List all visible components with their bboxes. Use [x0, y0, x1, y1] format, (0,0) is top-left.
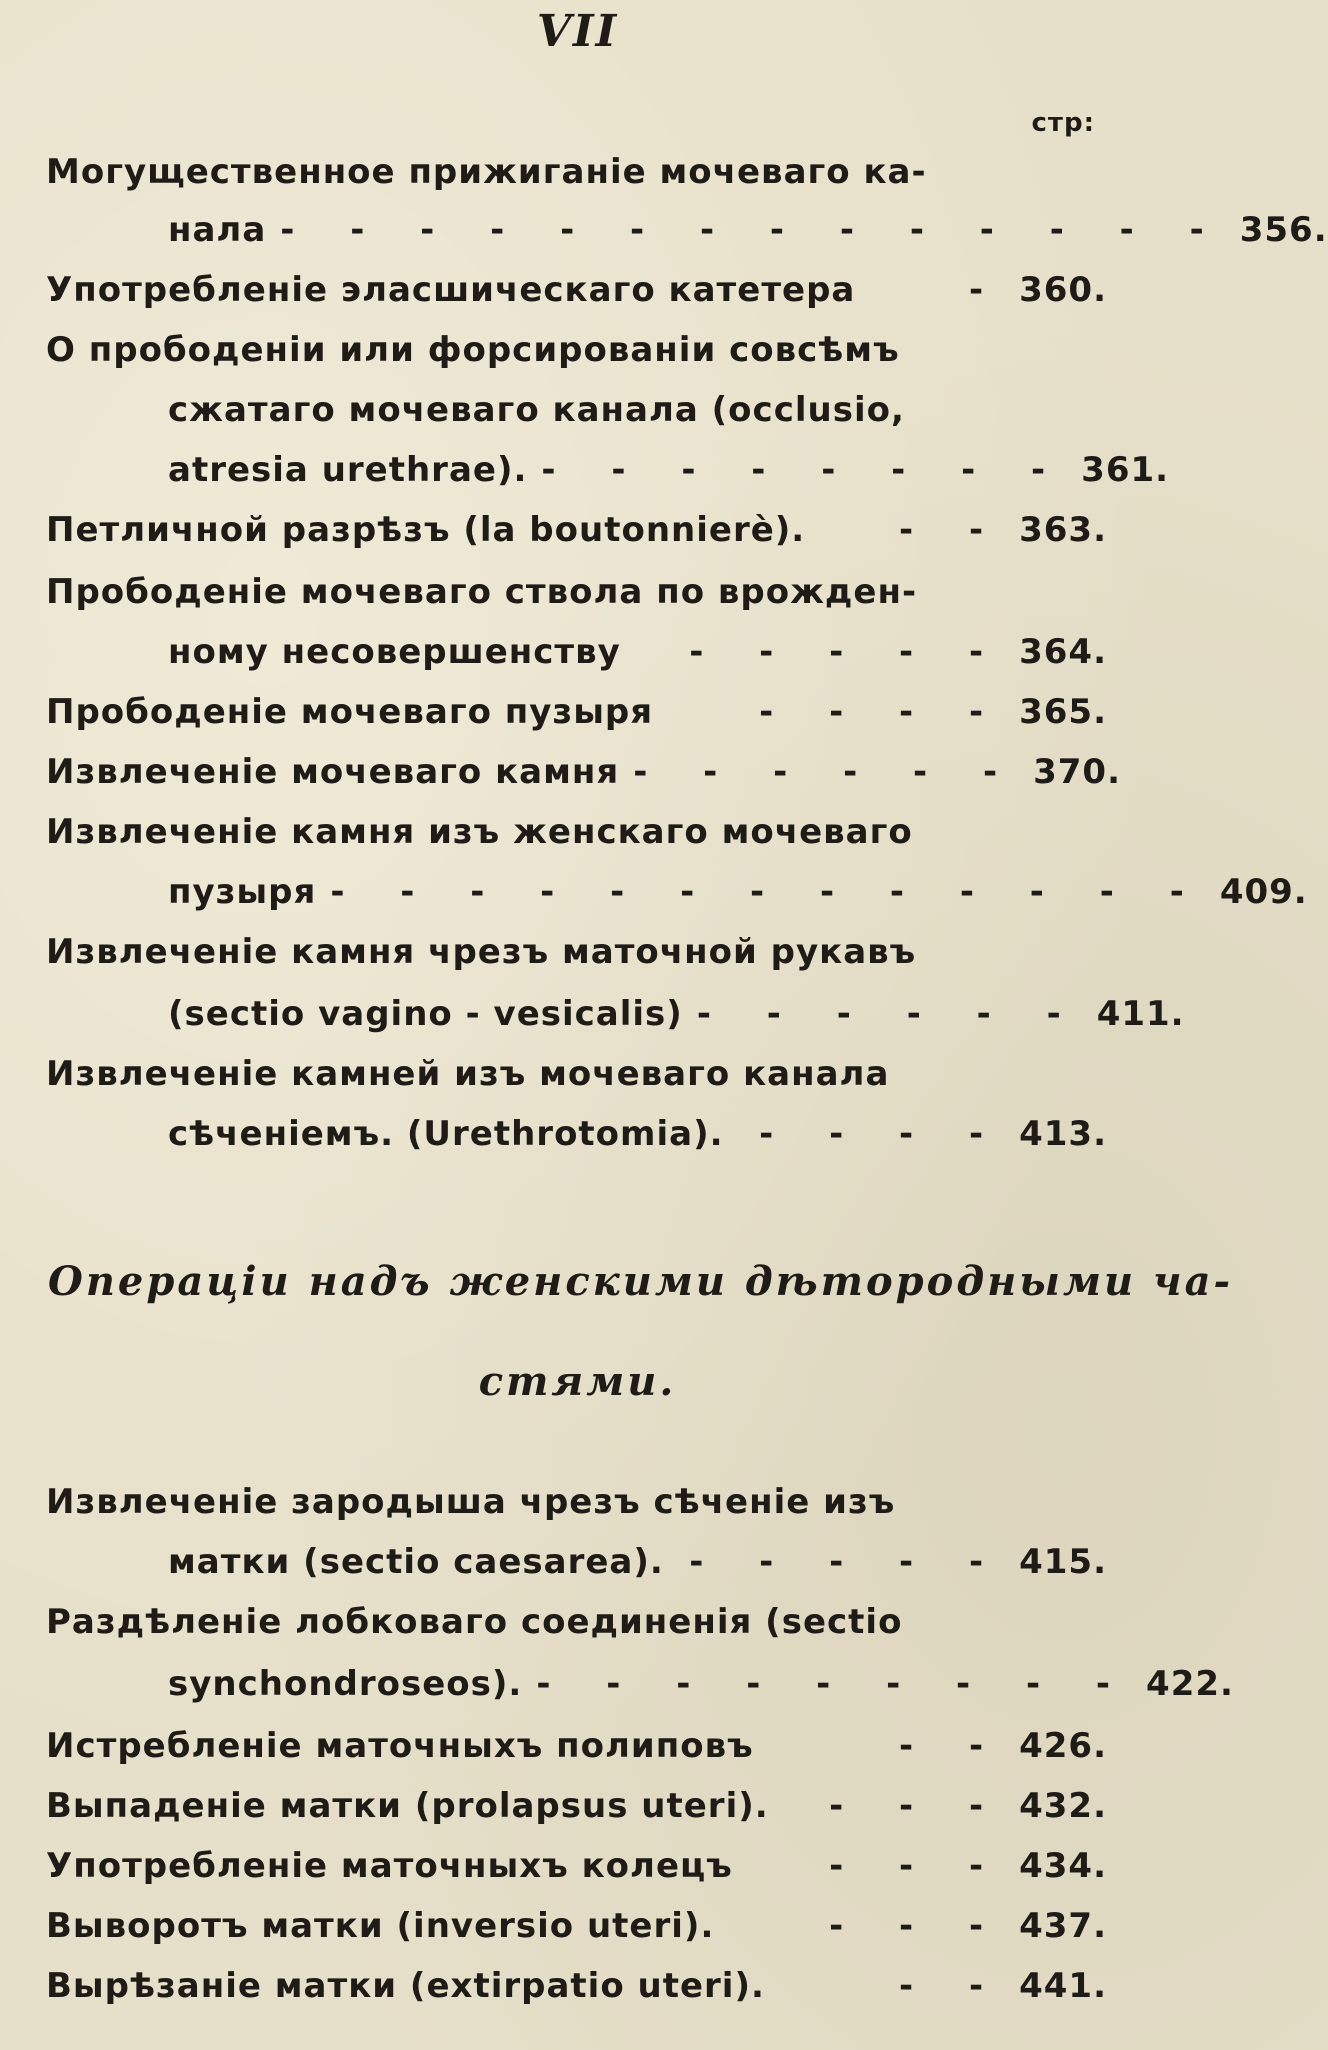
toc-entry-line: О прободеніи или форсированіи совсѣмъ	[46, 330, 900, 370]
toc-entry-text: пузыря	[168, 872, 317, 912]
toc-page-ref: 415.	[1019, 1542, 1107, 1582]
toc-entry-line: Могущественное прижиганіе мочеваго ка-	[46, 152, 927, 192]
dot-leader: - - -	[829, 1906, 1006, 1946]
dot-leader: - - - -	[759, 692, 1006, 732]
toc-entry-line	[46, 692, 1107, 732]
dot-leader: - - - - - - - - - - - - - -	[280, 210, 1226, 250]
toc-entry-text: Выпаденіе матки (prolapsus uteri).	[46, 1786, 769, 1826]
toc-entry-line	[46, 1966, 1107, 2006]
toc-page-ref: 365.	[1019, 692, 1107, 732]
toc-entry-line	[46, 270, 1107, 310]
toc-entry-text: Истребленіе маточныхъ полиповъ	[46, 1726, 754, 1766]
toc-page-ref: 356.	[1239, 210, 1328, 250]
toc-entry-text: нала	[168, 210, 267, 250]
toc-entry-line: сжатаго мочеваго канала (occlusio,	[168, 390, 905, 430]
toc-page-ref: 432.	[1019, 1786, 1107, 1826]
toc-entry-line	[46, 752, 1121, 792]
dot-leader: - -	[899, 510, 1006, 550]
toc-page-ref: 437.	[1019, 1906, 1107, 1946]
toc-entry-line	[168, 1664, 1234, 1704]
toc-entry-text: сѣченіемъ. (Urethrotomia).	[168, 1114, 724, 1154]
toc-page-ref: 370.	[1033, 752, 1121, 792]
toc-entry-text: Петличной разрѣзъ (la boutonnierè).	[46, 510, 806, 550]
toc-page-ref: 441.	[1019, 1966, 1107, 2006]
toc-entry-line	[46, 1786, 1107, 1826]
dot-leader: - - - - - - - - -	[536, 1664, 1133, 1704]
toc-page-ref: 434.	[1019, 1846, 1107, 1886]
dot-leader: - -	[899, 1726, 1006, 1766]
section-heading: Операціи надъ женскими дѣтородными ча-	[48, 1258, 1234, 1305]
toc-entry-line: Извлеченіе камня чрезъ маточной рукавъ	[46, 932, 917, 972]
toc-entry-text: ному несовершенству	[168, 632, 621, 672]
toc-entry-line: Прободеніе мочеваго ствола по врожден-	[46, 572, 918, 612]
dot-leader: - - - - - -	[696, 994, 1083, 1034]
toc-page-ref: 361.	[1081, 450, 1170, 490]
toc-entry-line	[168, 632, 1107, 672]
toc-entry-line	[46, 1726, 1107, 1766]
toc-page-ref: 426.	[1019, 1726, 1107, 1766]
toc-page-ref: 360.	[1019, 270, 1107, 310]
toc-entry-line	[168, 872, 1308, 912]
toc-entry-line: Раздѣленіе лобковаго соединенія (sectio	[46, 1602, 903, 1642]
toc-entry-line	[46, 510, 1107, 550]
toc-entry-text: матки (sectio caesarea).	[168, 1542, 664, 1582]
toc-entry-text: Употребленіе эласшическаго катетера	[46, 270, 856, 310]
toc-entry-line	[168, 1114, 1107, 1154]
toc-page-ref: 364.	[1019, 632, 1107, 672]
toc-entry-text: Употребленіе маточныхъ колецъ	[46, 1846, 733, 1886]
toc-entry-line: Извлеченіе зародыша чрезъ сѣченіе изъ	[46, 1482, 896, 1522]
toc-entry-text: Прободеніе мочеваго пузыря	[46, 692, 654, 732]
dot-leader: - - - - -	[689, 1542, 1006, 1582]
section-heading-continuation: стями.	[478, 1358, 677, 1405]
page-column-label: стр:	[1031, 108, 1095, 138]
dot-leader: - -	[899, 1966, 1006, 2006]
dot-leader: - - -	[829, 1786, 1006, 1826]
toc-entry-line	[168, 994, 1185, 1034]
toc-entry-line	[168, 450, 1170, 490]
toc-entry-text: synchondroseos).	[168, 1664, 523, 1704]
toc-page-ref: 409.	[1219, 872, 1308, 912]
toc-entry-line	[168, 1542, 1107, 1582]
toc-page-ref: 422.	[1146, 1664, 1234, 1704]
dot-leader: - - - -	[759, 1114, 1006, 1154]
dot-leader: - - - - - -	[633, 752, 1020, 792]
toc-entry-line	[46, 1846, 1107, 1886]
dot-leader: - - - - - - - - - - - - -	[330, 872, 1206, 912]
dot-leader: - - - - -	[689, 632, 1006, 672]
toc-entry-line: Извлеченіе камней изъ мочеваго канала	[46, 1054, 890, 1094]
toc-page-ref: 411.	[1096, 994, 1185, 1034]
toc-entry-text: Выворотъ матки (inversio uteri).	[46, 1906, 715, 1946]
toc-entry-text: (sectio vagino - vesicalis)	[168, 994, 683, 1034]
dot-leader: - - - - - - - -	[541, 450, 1068, 490]
dot-leader: -	[968, 270, 1006, 310]
toc-page-ref: 413.	[1019, 1114, 1107, 1154]
toc-page-ref: 363.	[1019, 510, 1107, 550]
toc-entry-text: atresia urethrae).	[168, 450, 528, 490]
toc-entry-text: Извлеченіе мочеваго камня	[46, 752, 620, 792]
toc-entry-line	[168, 210, 1328, 250]
toc-entry-line: Извлеченіе камня изъ женскаго мочеваго	[46, 812, 913, 852]
toc-entry-text: Вырѣзаніе матки (extirpatio uteri).	[46, 1966, 765, 2006]
toc-entry-line	[46, 1906, 1107, 1946]
page-number: VII	[536, 6, 619, 57]
dot-leader: - - -	[829, 1846, 1006, 1886]
